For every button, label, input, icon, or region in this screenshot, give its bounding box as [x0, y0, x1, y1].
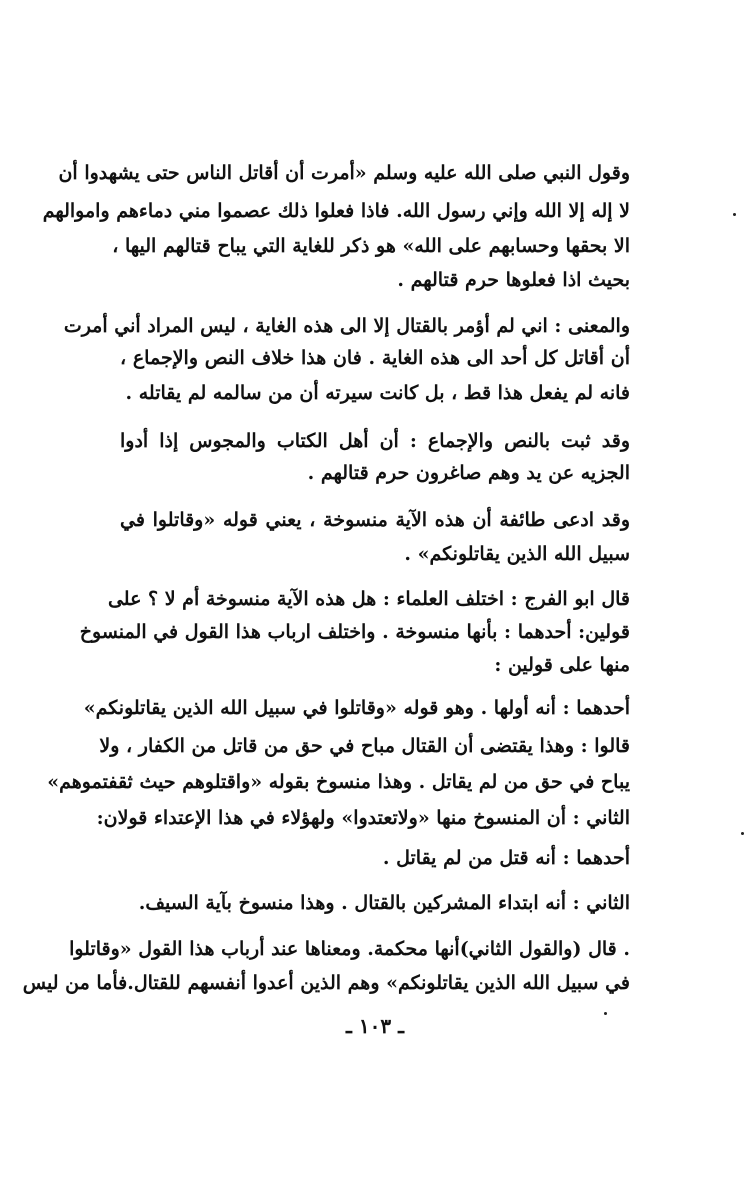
text-line: الثاني : أن المنسوخ منها «ولاتعتدوا» ولهؤلاء في هذا الإعتداء قولان:: [96, 807, 630, 829]
text-line: وقول النبي صلى الله عليه وسلم «أمرت أن أقاتل الناس حتى يشهدوا أن: [58, 162, 630, 184]
text-line: . قال (والقول الثاني)أنها محكمة. ومعناها عند أرباب هذا القول «وقاتلوا: [69, 938, 630, 960]
text-line: والمعنى : اني لم أؤمر بالقتال إلا الى هذه الغاية ، ليس المراد أني أمرت: [63, 315, 630, 337]
text-line: أن أقاتل كل أحد الى هذه الغاية . فان هذا خلاف النص والإجماع ،: [120, 347, 630, 369]
text-line: أحدهما : أنه قتل من لم يقاتل .: [382, 847, 630, 869]
text-line: الثاني : أنه ابتداء المشركين بالقتال . وهذا منسوخ بآية السيف.: [138, 892, 630, 914]
text-line: فانه لم يفعل هذا قط ، بل كانت سيرته أن من سالمه لم يقاتله .: [125, 382, 630, 404]
text-line: لا إله إلا الله وإني رسول الله. فاذا فعلوا ذلك عصموا مني دماءهم واموالهم: [42, 200, 630, 222]
text-line: الجزيه عن يد وهم صاغرون حرم قتالهم .: [307, 462, 630, 484]
text-line: منها على قولين :: [494, 654, 630, 676]
text-line: في سبيل الله الذين يقاتلونكم» وهم الذين أعدوا أنفسهم للقتال.فأما من ليس: [22, 972, 630, 994]
text-line: يباح في حق من لم يقاتل . وهذا منسوخ بقوله «واقتلوهم حيث ثقفتموهم»: [47, 771, 630, 793]
text-line: بحيث اذا فعلوها حرم قتالهم .: [397, 269, 630, 291]
page-number: ـ ١٠٣ ـ: [346, 1014, 404, 1038]
text-line: قولين: أحدهما : بأنها منسوخة . واختلف ارباب هذا القول في المنسوخ: [79, 621, 630, 643]
text-line: أحدهما : أنه أولها . وهو قوله «وقاتلوا في سبيل الله الذين يقاتلونكم»: [83, 697, 630, 719]
scan-speck: [741, 832, 744, 835]
text-line: قالوا : وهذا يقتضى أن القتال مباح في حق من قاتل من الكفار ، ولا: [99, 735, 630, 757]
text-line: سبيل الله الذين يقاتلونكم» .: [404, 543, 630, 565]
text-line: وقد ثبت بالنص والإجماع : أن أهل الكتاب والمجوس إذا أدوا: [120, 430, 630, 452]
text-line: قال ابو الفرج : اختلف العلماء : هل هذه الآية منسوخة أم لا ؟ على: [107, 588, 630, 610]
scan-speck: [604, 1012, 607, 1015]
text-line: الا بحقها وحسابهم على الله» هو ذكر للغاية التي يباح قتالهم اليها ،: [112, 235, 630, 257]
text-line: وقد ادعى طائفة أن هذه الآية منسوخة ، يعني قوله «وقاتلوا في: [120, 509, 630, 531]
scan-speck: [733, 213, 736, 216]
